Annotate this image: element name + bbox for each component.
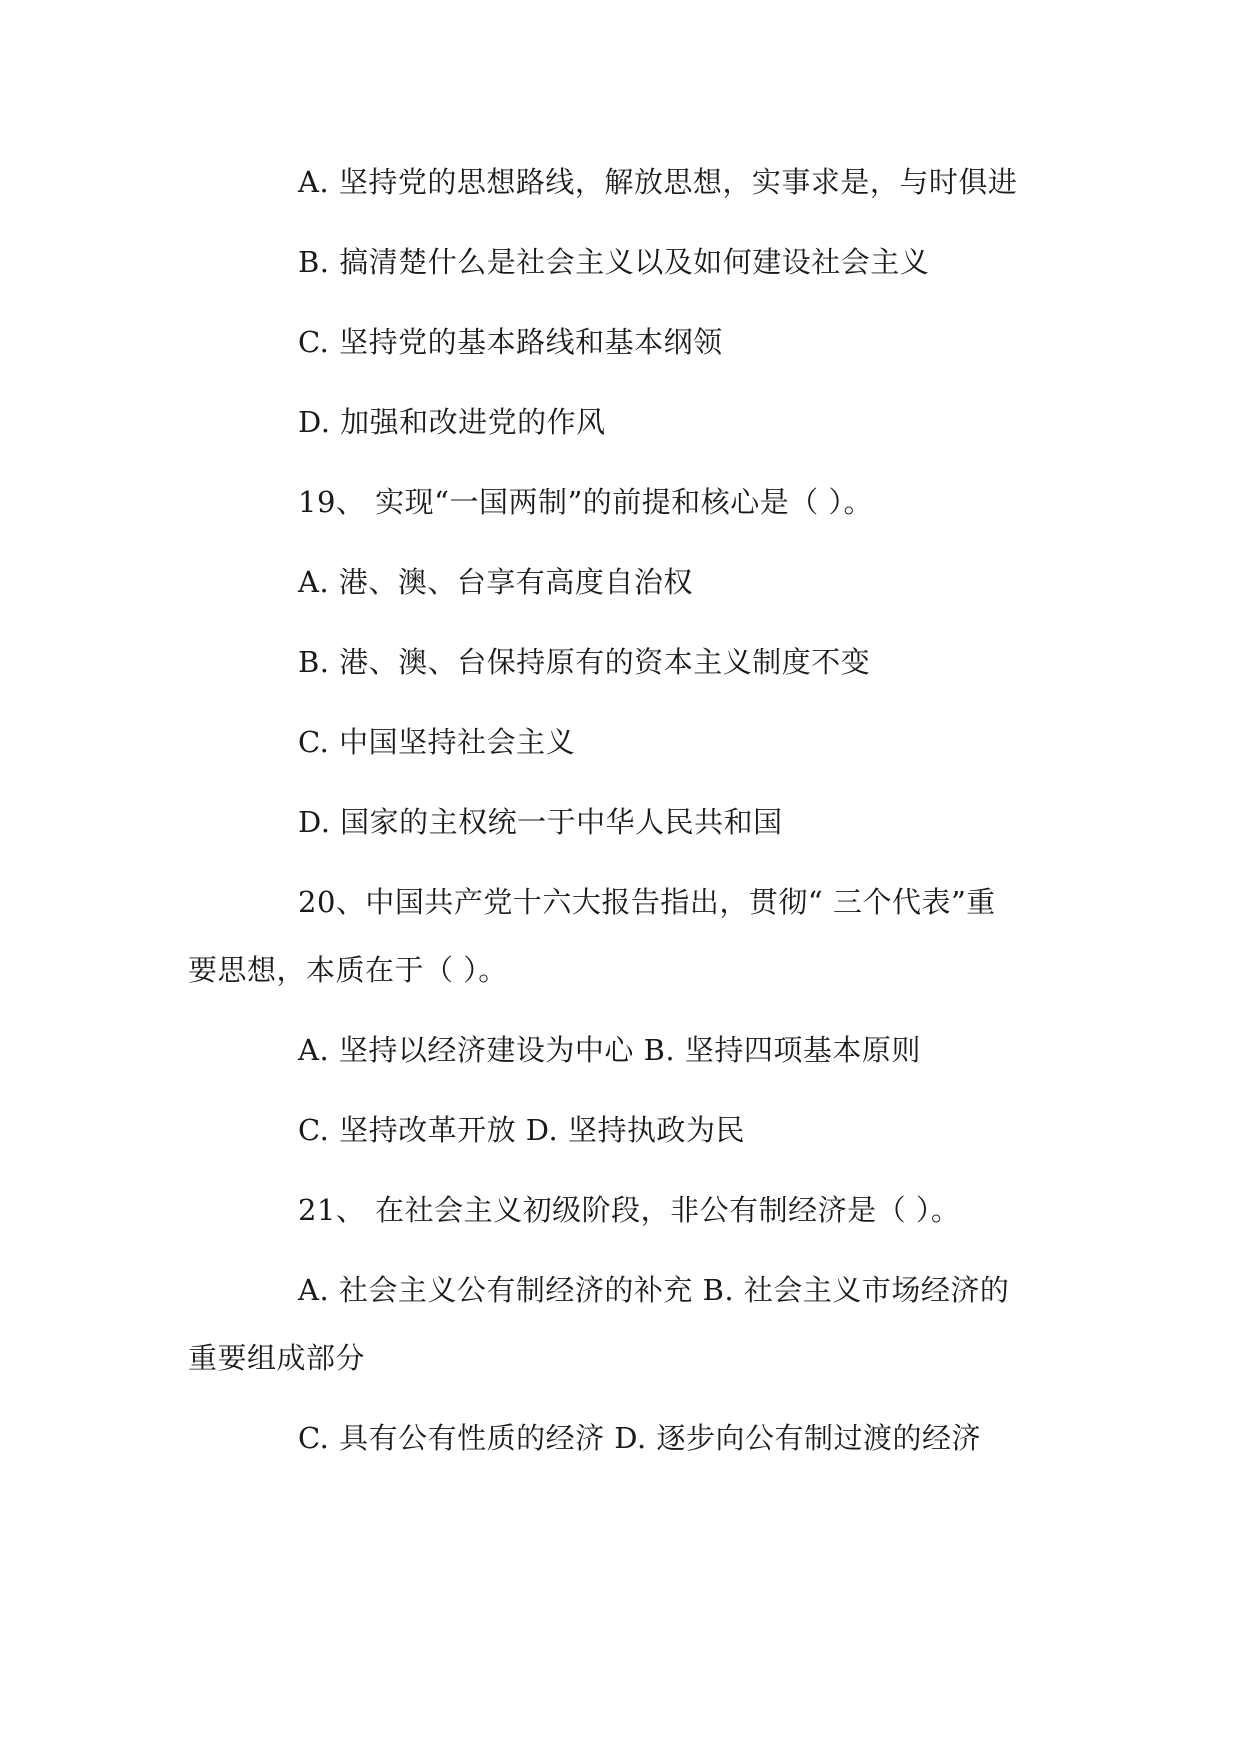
q20-stem-line2: 要思想，本质在于（ ）。 <box>188 953 508 987</box>
q19-option-a: A. 港、澳、台享有高度自治权 <box>298 565 693 599</box>
q18-option-d: D. 加强和改进党的作风 <box>298 405 606 439</box>
q20-options-cd: C. 坚持改革开放 D. 坚持执政为民 <box>298 1113 745 1147</box>
q21-options-ab-line1: A. 社会主义公有制经济的补充 B. 社会主义市场经济的 <box>298 1273 1010 1307</box>
q18-option-a: A. 坚持党的思想路线，解放思想，实事求是，与时俱进 <box>298 165 1018 199</box>
q20-options-ab: A. 坚持以经济建设为中心 B. 坚持四项基本原则 <box>298 1033 921 1067</box>
q19-option-c: C. 中国坚持社会主义 <box>298 725 576 759</box>
q19-stem: 19、 实现“一国两制”的前提和核心是（ ）。 <box>298 485 873 519</box>
q18-option-b: B. 搞清楚什么是社会主义以及如何建设社会主义 <box>298 245 930 279</box>
q21-stem: 21、 在社会主义初级阶段，非公有制经济是（ ）。 <box>298 1193 961 1227</box>
q21-options-cd: C. 具有公有性质的经济 D. 逐步向公有制过渡的经济 <box>298 1421 981 1455</box>
q20-stem-line1: 20、中国共产党十六大报告指出，贯彻“ 三个代表”重 <box>298 885 996 919</box>
q19-option-b: B. 港、澳、台保持原有的资本主义制度不变 <box>298 645 871 679</box>
q18-option-c: C. 坚持党的基本路线和基本纲领 <box>298 325 723 359</box>
q19-option-d: D. 国家的主权统一于中华人民共和国 <box>298 805 783 839</box>
q21-options-ab-line2: 重要组成部分 <box>188 1341 366 1375</box>
